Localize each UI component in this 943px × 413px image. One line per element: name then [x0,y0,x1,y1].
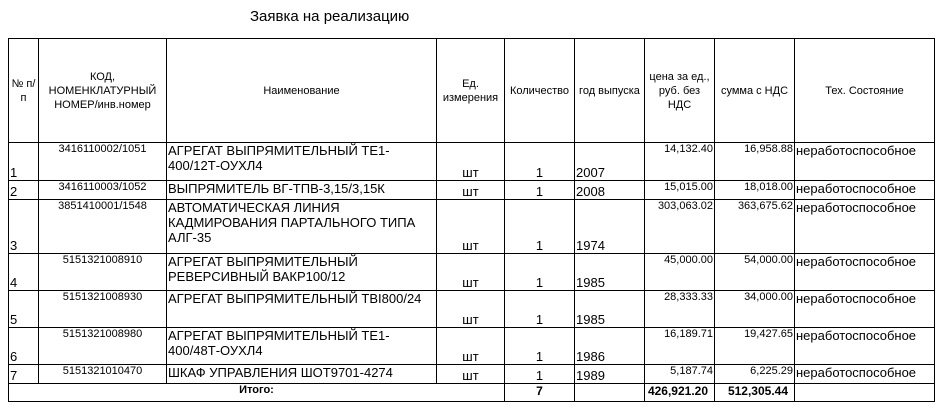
header-price: цена за ед., руб. без НДС [645,39,715,143]
row-code: 5151321008930 [39,291,167,328]
row-unit: шт [437,200,505,254]
row-name: АГРЕГАТ ВЫПРЯМИТЕЛЬНЫЙ ТЕ1-400/12Т-ОУХЛ4 [167,143,437,181]
row-year: 1985 [575,254,645,291]
total-price: 426,921.20 [645,384,715,402]
header-unit: Ед. измерения [437,39,505,143]
row-state: неработоспособное [795,254,935,291]
row-name: АВТОМАТИЧЕСКАЯ ЛИНИЯ КАДМИРОВАНИЯ ПАРТАЛЬНОГО ТИПА АЛГ-35 [167,200,437,254]
row-price: 5,187.74 [645,365,715,384]
row-name: АГРЕГАТ ВЫПРЯМИТЕЛЬНЫЙ ТВI800/24 [167,291,437,328]
row-qty: 1 [505,254,575,291]
total-year-empty [575,384,645,402]
row-name: АГРЕГАТ ВЫПРЯМИТЕЛЬНЫЙ РЕВЕРСИВНЫЙ ВАКР100/12 [167,254,437,291]
row-code: 3851410001/1548 [39,200,167,254]
row-unit: шт [437,291,505,328]
row-sum: 34,000.00 [715,291,795,328]
row-price: 15,015.00 [645,181,715,200]
row-code: 3416110003/1052 [39,181,167,200]
row-num: 1 [9,143,39,181]
row-unit: шт [437,365,505,384]
row-code: 5151321008980 [39,328,167,365]
row-sum: 19,427.65 [715,328,795,365]
row-qty: 1 [505,181,575,200]
row-code: 3416110002/1051 [39,143,167,181]
row-state: неработоспособное [795,328,935,365]
row-name: АГРЕГАТ ВЫПРЯМИТЕЛЬНЫЙ ТЕ1-400/48Т-ОУХЛ4 [167,328,437,365]
row-qty: 1 [505,200,575,254]
table-row [9,328,935,365]
row-sum: 18,018.00 [715,181,795,200]
row-unit: шт [437,181,505,200]
row-sum: 6,225.29 [715,365,795,384]
total-sum: 512,305.44 [715,384,795,402]
row-state: неработоспособное [795,365,935,384]
row-state: неработоспособное [795,181,935,200]
row-name: ВЫПРЯМИТЕЛЬ ВГ-ТПВ-3,15/3,15К [167,181,437,200]
header-year: год выпуска [575,39,645,143]
row-price: 14,132.40 [645,143,715,181]
row-year: 2007 [575,143,645,181]
header-row [9,39,935,143]
row-qty: 1 [505,328,575,365]
row-unit: шт [437,328,505,365]
row-year: 2008 [575,181,645,200]
row-sum: 363,675.62 [715,200,795,254]
row-code: 5151321008910 [39,254,167,291]
row-num: 3 [9,200,39,254]
sheet-title: Заявка на реализацию [250,8,410,25]
header-qty: Количество [505,39,575,143]
row-year: 1985 [575,291,645,328]
total-row [9,384,935,402]
table-row [9,143,935,181]
row-year: 1986 [575,328,645,365]
row-qty: 1 [505,365,575,384]
row-unit: шт [437,143,505,181]
table-row [9,254,935,291]
row-num: 5 [9,291,39,328]
row-num: 6 [9,328,39,365]
row-unit: шт [437,254,505,291]
row-year: 1989 [575,365,645,384]
table-row [9,291,935,328]
row-state: неработоспособное [795,143,935,181]
row-price: 16,189.71 [645,328,715,365]
table-row [9,181,935,200]
row-qty: 1 [505,291,575,328]
header-state: Тех. Состояние [795,39,935,143]
header-sum: сумма с НДС [715,39,795,143]
row-num: 2 [9,181,39,200]
row-code: 5151321010470 [39,365,167,384]
header-code: КОД, НОМЕНКЛАТУРНЫЙ НОМЕР/инв.номер [39,39,167,143]
row-year: 1974 [575,200,645,254]
row-name: ШКАФ УПРАВЛЕНИЯ ШОТ9701-4274 [167,365,437,384]
row-price: 303,063.02 [645,200,715,254]
row-sum: 54,000.00 [715,254,795,291]
total-state-empty [795,384,935,402]
row-qty: 1 [505,143,575,181]
request-table [8,38,935,402]
row-sum: 16,958.88 [715,143,795,181]
row-num: 7 [9,365,39,384]
row-state: неработоспособное [795,200,935,254]
total-qty: 7 [505,384,575,402]
row-state: неработоспособное [795,291,935,328]
table-row [9,200,935,254]
row-num: 4 [9,254,39,291]
total-label: Итого: [9,384,505,402]
row-price: 45,000.00 [645,254,715,291]
row-price: 28,333.33 [645,291,715,328]
table-row [9,365,935,384]
header-name: Наименование [167,39,437,143]
header-num: № п/п [9,39,39,143]
